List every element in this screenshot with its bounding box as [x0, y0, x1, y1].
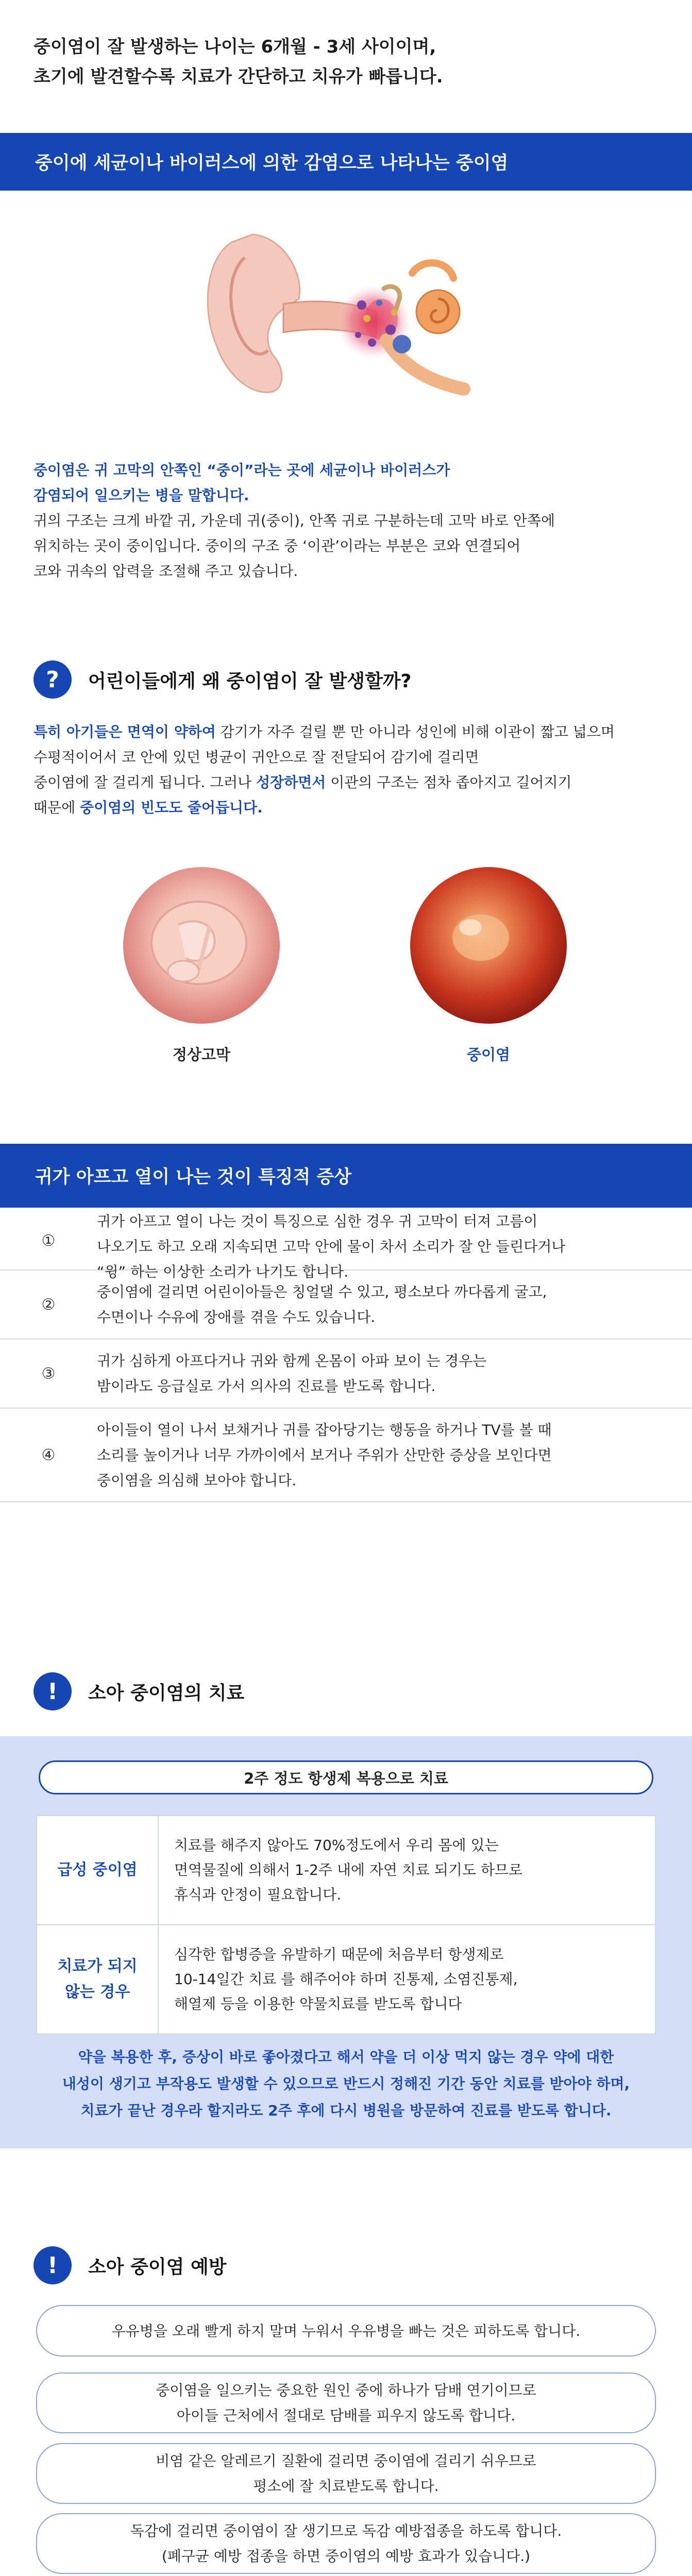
- question-icon: ?: [33, 660, 72, 699]
- highlight-line: 감염되어 일으키는 병을 말합니다.: [33, 487, 249, 504]
- why-line: 수평적이어서 코 안에 있던 병균이 귀안으로 잘 전달되어 감기에 걸리면: [33, 749, 479, 766]
- prevention-line: 아이들 근처에서 절대로 담배를 피우지 않도록 합니다.: [176, 2407, 516, 2424]
- symptom-number: ②: [41, 1295, 56, 1314]
- ear-anatomy-svg: [196, 211, 484, 417]
- symptom-line: “윙” 하는 이상한 소리가 나기도 합니다.: [97, 1263, 349, 1280]
- why-highlight: 특히 아기들은: [33, 723, 127, 740]
- treatment-label: [37, 1816, 158, 1925]
- why-highlight: 중이염의 빈도도 줄어듭니다.: [80, 799, 263, 816]
- why-text: 때문에: [33, 799, 80, 816]
- prevention-line: 독감에 걸리면 중이염이 잘 생기므로 독감 예방접종을 하도록 합니다.: [130, 2522, 562, 2539]
- symptom-row: [0, 1270, 692, 1340]
- symptom-number: ③: [41, 1364, 56, 1383]
- why-line: [33, 795, 659, 820]
- intro-line: 중이염이 잘 발생하는 나이는 6개월 - 3세 사이이며,: [33, 37, 436, 57]
- symptom-line: 수면이나 수유에 장애를 겪을 수도 있습니다.: [97, 1309, 376, 1326]
- exclamation-icon: !: [33, 2246, 72, 2284]
- symptom-line: 중이염을 의심해 보아야 합니다.: [97, 1471, 297, 1489]
- why-heading: [33, 660, 411, 699]
- treatment-label: [37, 1925, 158, 2034]
- why-line: [33, 770, 659, 795]
- symptom-row: [0, 1208, 692, 1280]
- prevention-line: 평소에 잘 치료받도록 합니다.: [253, 2478, 439, 2495]
- treatment-line: 10-14일간 치료 를 해주어야 하며 진통제, 소염진통제,: [174, 1971, 518, 1988]
- infection-description: [33, 457, 659, 584]
- treatment-label-line: 급성 중이염: [57, 1861, 138, 1879]
- symptom-text: [97, 1279, 692, 1330]
- symptom-line: 아이들이 열이 나서 보채거나 귀를 잡아당기는 행동을 하거나 TV를 볼 때: [97, 1421, 552, 1438]
- treatment-line: 휴식과 안정이 필요합니다.: [174, 1886, 342, 1903]
- symptom-number: ④: [41, 1446, 56, 1464]
- treatment-detail: [158, 1816, 655, 1925]
- why-title: 어린이들에게 왜 중이염이 잘 발생할까?: [88, 670, 412, 692]
- band-title: 중이에 세균이나 바이러스에 의한 감염으로 나타나는 중이염: [35, 153, 509, 174]
- treatment-table: [36, 1815, 656, 2035]
- treatment-line: 치료를 해주지 않아도 70%정도에서 우리 몸에 있는: [174, 1837, 499, 1854]
- prevention-item: [36, 2513, 656, 2574]
- body-line: 위치하는 곳이 중이입니다. 중이의 구조 중 ‘이관’이라는 부분은 코와 연결되어: [33, 537, 521, 554]
- treatment-note: [31, 2044, 661, 2124]
- treatment-label-line: 않는 경우: [64, 1983, 130, 2001]
- treatment-heading: [33, 1672, 244, 1710]
- symptom-text: [97, 1417, 692, 1493]
- ear-anatomy-illustration: [196, 211, 484, 417]
- symptom-line: 밤이라도 응급실로 가서 의사의 진료를 받도록 합니다.: [97, 1378, 436, 1395]
- intro-line: 초기에 발견할수록 치료가 간단하고 치유가 빠릅니다.: [33, 66, 443, 87]
- treatment-note-line: 내성이 생기고 부작용도 발생할 수 있으므로 반드시 정해진 기간 동안 치료를 받아야 하며,: [62, 2075, 630, 2092]
- treatment-line: 면역물질에 의해서 1-2주 내에 자연 치료 되기도 하므로: [174, 1861, 523, 1878]
- why-text: 이관의 구조는 점차 좁아지고 길어지기: [326, 774, 572, 791]
- symptom-row: [0, 1409, 692, 1502]
- prevention-item: [36, 2305, 656, 2357]
- exclamation-icon: !: [33, 1672, 72, 1710]
- symptom-number: ①: [41, 1231, 56, 1250]
- symptom-line: 나오기도 하고 오래 지속되면 고막 안에 물이 차서 소리가 잘 안 들린다거나: [97, 1238, 566, 1255]
- body-line: 코와 귀속의 압력을 조절해 주고 있습니다.: [33, 563, 298, 580]
- treatment-label-line: 치료가 되지: [57, 1957, 138, 1975]
- symptom-text: [97, 1197, 692, 1284]
- symptom-line: 귀가 아프고 열이 나는 것이 특징으로 심한 경우 귀 고막이 터져 고름이: [97, 1212, 538, 1230]
- symptom-line: 귀가 심하게 아프다거나 귀와 함께 온몸이 아파 보이 는 경우는: [97, 1352, 487, 1369]
- symptom-text: [97, 1348, 692, 1399]
- section-band-infection: [0, 133, 692, 191]
- symptom-list: [0, 1208, 692, 1502]
- body-line: 귀의 구조는 크게 바깥 귀, 가운데 귀(중이), 안쪽 귀로 구분하는데 고막 바로 안쪽에: [33, 512, 555, 529]
- treatment-row: [37, 1925, 655, 2034]
- why-description: [33, 719, 659, 820]
- treatment-note-line: 약을 복용한 후, 증상이 바로 좋아졌다고 해서 약을 더 이상 먹지 않는 경우 약에 대한: [78, 2048, 614, 2065]
- prevention-line: 우유병을 오래 빨게 하지 말며 누워서 우유병을 빠는 것은 피하도록 합니다.: [111, 2322, 581, 2340]
- why-text: 감기가 자주 걸릴 뿐 만 아니라 성인에 비해 이관이 짧고 넓으며: [215, 723, 615, 740]
- prevention-line: 비염 같은 알레르기 질환에 걸리면 중이염에 걸리기 쉬우므로: [156, 2452, 536, 2469]
- intro-headline: [33, 32, 659, 92]
- treatment-detail: [158, 1925, 655, 2034]
- otitis-eardrum-image: [409, 866, 568, 1025]
- treatment-title: 소아 중이염의 치료: [88, 1682, 245, 1704]
- prevention-line: 중이염을 일으키는 중요한 원인 중에 하나가 담배 연기이므로: [156, 2382, 536, 2399]
- normal-eardrum-svg: [122, 866, 281, 1025]
- prevention-item: [36, 2443, 656, 2504]
- symptom-line: 중이염에 걸리면 어린이아들은 칭얼댈 수 있고, 평소보다 까다롭게 굴고,: [97, 1283, 547, 1300]
- normal-eardrum-image: [122, 866, 281, 1025]
- highlight-line: 중이염은 귀 고막의 안쪽인 “중이”라는 곳에 세균이나 바이러스가: [33, 462, 450, 479]
- caption-otitis-eardrum: 중이염: [466, 1046, 511, 1063]
- band-title: 귀가 아프고 열이 나는 것이 특징적 증상: [35, 1167, 352, 1188]
- treatment-box: [0, 1736, 692, 2148]
- symptom-line: 소리를 높이거나 너무 가까이에서 보거나 주위가 산만한 증상을 보인다면: [97, 1446, 552, 1464]
- prevention-item: [36, 2372, 656, 2433]
- prevention-title: 소아 중이염 예방: [88, 2256, 227, 2278]
- why-highlight: 면역이 약하여: [127, 723, 216, 740]
- prevention-line: (폐구균 예방 접종을 하면 중이염의 예방 효과가 있습니다.): [161, 2548, 531, 2565]
- treatment-row: [37, 1816, 655, 1925]
- otitis-eardrum-svg: [409, 866, 568, 1025]
- why-highlight: 성장하면서: [256, 774, 326, 791]
- why-line: [33, 719, 659, 744]
- treatment-line: 해열제 등을 이용한 약물치료를 받도록 합니다: [174, 1995, 462, 2012]
- treatment-summary-pill: 2주 정도 항생제 복용으로 치료: [39, 1760, 653, 1794]
- treatment-note-line: 치료가 끝난 경우라 할지라도 2주 후에 다시 병원을 방문하여 진료를 받도록 합니다.: [80, 2102, 612, 2119]
- symptom-row: [0, 1340, 692, 1409]
- caption-normal-eardrum: 정상고막: [172, 1046, 231, 1063]
- why-text: 중이염에 잘 걸리게 됩니다. 그러나: [33, 774, 257, 791]
- prevention-heading: [33, 2246, 227, 2284]
- treatment-line: 심각한 합병증을 유발하기 때문에 처음부터 항생제로: [174, 1946, 504, 1963]
